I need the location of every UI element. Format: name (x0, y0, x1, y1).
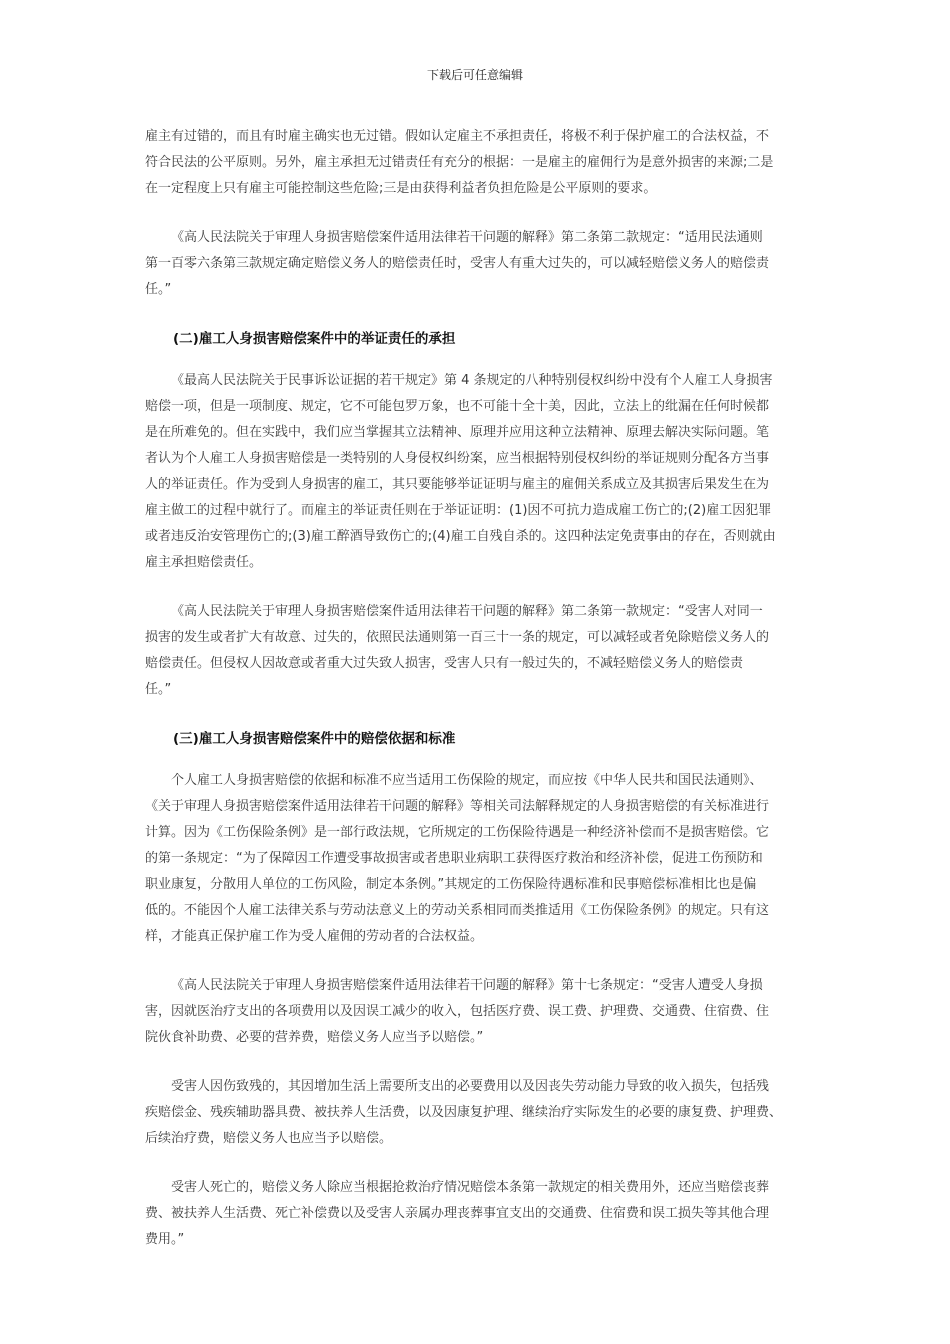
paragraph (145, 768, 805, 950)
paragraph-line: 《最高人民法院关于民事诉讼证据的若干规定》第 4 条规定的八种特别侵权纠纷中没有个人雇工人身损害 (171, 373, 773, 388)
paragraph-line: 《高人民法院关于审理人身损害赔偿案件适用法律若干问题的解释》第十七条规定：“受害人遭受人身损 (171, 978, 763, 993)
paragraph-line: 费、被扶养人生活费、死亡补偿费以及受害人亲属办理丧葬事宜支出的交通费、住宿费和误工损失等其他合理 (145, 1206, 770, 1221)
paragraph (145, 368, 805, 576)
paragraph (145, 124, 805, 202)
paragraph-line: 费用。” (145, 1232, 185, 1247)
paragraph-line: 或者违反治安管理伤亡的;(3)雇工醉酒导致伤亡的;(4)雇工自残自杀的。这四种法定免责事由的存在，否则就由 (145, 529, 776, 544)
paragraph (145, 599, 805, 703)
paragraph (145, 225, 805, 303)
paragraph-line: 职业康复，分散用人单位的工伤风险，制定本条例。”其规定的工伤保险待遇标准和民事赔偿标准相比也是偏 (145, 877, 757, 892)
paragraph (145, 1074, 805, 1152)
section-heading: (二)雇工人身损害赔偿案件中的举证责任的承担 (173, 331, 456, 347)
paragraph-line: 个人雇工人身损害赔偿的依据和标准不应当适用工伤保险的规定，而应按《中华人民共和国民法通则》、 (171, 773, 763, 788)
paragraph-line: 人的举证责任。作为受到人身损害的雇工，其只要能够举证证明与雇主的雇佣关系成立及其损害后果发生在为 (145, 477, 770, 492)
paragraph-line: 第一百零六条第三款规定确定赔偿义务人的赔偿责任时，受害人有重大过失的，可以减轻赔偿义务人的赔偿责 (145, 256, 770, 271)
paragraph-line: 低的。不能因个人雇工法律关系与劳动法意义上的劳动关系相同而类推适用《工伤保险条例》的规定。只有这 (145, 903, 770, 918)
page-header: 下载后可任意编辑 (426, 68, 523, 82)
paragraph-line: 《关于审理人身损害赔偿案件适用法律若干问题的解释》等相关司法解释规定的人身损害赔偿的有关标准进行 (145, 799, 770, 814)
paragraph-line: 样，才能真正保护雇工作为受人雇佣的劳动者的合法权益。 (145, 929, 484, 944)
paragraph-line: 赔偿一项，但是一项制度、规定，它不可能包罗万象，也不可能十全十美，因此，立法上的纰漏在任何时候都 (145, 399, 770, 414)
paragraph-line: 雇主承担赔偿责任。 (145, 555, 263, 570)
paragraph-line: 受害人死亡的，赔偿义务人除应当根据抢救治疗情况赔偿本条第一款规定的相关费用外，还应当赔偿丧葬 (171, 1180, 770, 1195)
paragraph-line: 《高人民法院关于审理人身损害赔偿案件适用法律若干问题的解释》第二条第一款规定：“受害人对同一 (171, 604, 763, 619)
paragraph-line: 在一定程度上只有雇主可能控制这些危险;三是由获得利益者负担危险是公平原则的要求。 (145, 181, 657, 196)
paragraph-line: 雇主做工的过程中就行了。而雇主的举证责任则在于举证证明：(1)因不可抗力造成雇工伤亡的;(2)雇工因犯罪 (145, 503, 772, 518)
paragraph (145, 973, 805, 1051)
paragraph-line: 的第一条规定：“为了保障因工作遭受事故损害或者患职业病职工获得医疗救治和经济补偿，促进工伤预防和 (145, 851, 763, 866)
paragraph-line: 害，因就医治疗支出的各项费用以及因误工减少的收入，包括医疗费、误工费、护理费、交通费、住宿费、住 (145, 1004, 770, 1019)
paragraph-line: 赔偿责任。但侵权人因故意或者重大过失致人损害，受害人只有一般过失的，不减轻赔偿义务人的赔偿责 (145, 656, 744, 671)
paragraph-line: 是在所难免的。但在实践中，我们应当掌握其立法精神、原理并应用这种立法精神、原理去解决实际问题。笔 (145, 425, 770, 440)
paragraph-line: 《高人民法院关于审理人身损害赔偿案件适用法律若干问题的解释》第二条第二款规定：“适用民法通则 (171, 230, 763, 245)
document-body (145, 124, 805, 1276)
section-heading: (三)雇工人身损害赔偿案件中的赔偿依据和标准 (173, 731, 456, 747)
paragraph-line: 损害的发生或者扩大有故意、过失的，依照民法通则第一百三十一条的规定，可以减轻或者免除赔偿义务人的 (145, 630, 770, 645)
paragraph-line: 受害人因伤致残的，其因增加生活上需要所支出的必要费用以及因丧失劳动能力导致的收入损失，包括残 (171, 1079, 770, 1094)
paragraph-line: 任。” (145, 682, 172, 697)
paragraph-line: 任。” (145, 282, 172, 297)
paragraph-line: 院伙食补助费、必要的营养费，赔偿义务人应当予以赔偿。” (145, 1030, 484, 1045)
paragraph (145, 1175, 805, 1253)
paragraph-line: 疾赔偿金、残疾辅助器具费、被扶养人生活费，以及因康复护理、继续治疗实际发生的必要的康复费、护理费、 (145, 1105, 783, 1120)
paragraph-line: 计算。因为《工伤保险条例》是一部行政法规，它所规定的工伤保险待遇是一种经济补偿而不是损害赔偿。它 (145, 825, 770, 840)
paragraph-line: 者认为个人雇工人身损害赔偿是一类特别的人身侵权纠纷案，应当根据特别侵权纠纷的举证规则分配各方当事 (145, 451, 770, 466)
paragraph-line: 符合民法的公平原则。另外，雇主承担无过错责任有充分的根据：一是雇主的雇佣行为是意外损害的来源;二是 (145, 155, 774, 170)
paragraph-line: 后续治疗费，赔偿义务人也应当予以赔偿。 (145, 1131, 393, 1146)
paragraph-line: 雇主有过错的，而且有时雇主确实也无过错。假如认定雇主不承担责任，将极不利于保护雇工的合法权益，不 (145, 129, 770, 144)
